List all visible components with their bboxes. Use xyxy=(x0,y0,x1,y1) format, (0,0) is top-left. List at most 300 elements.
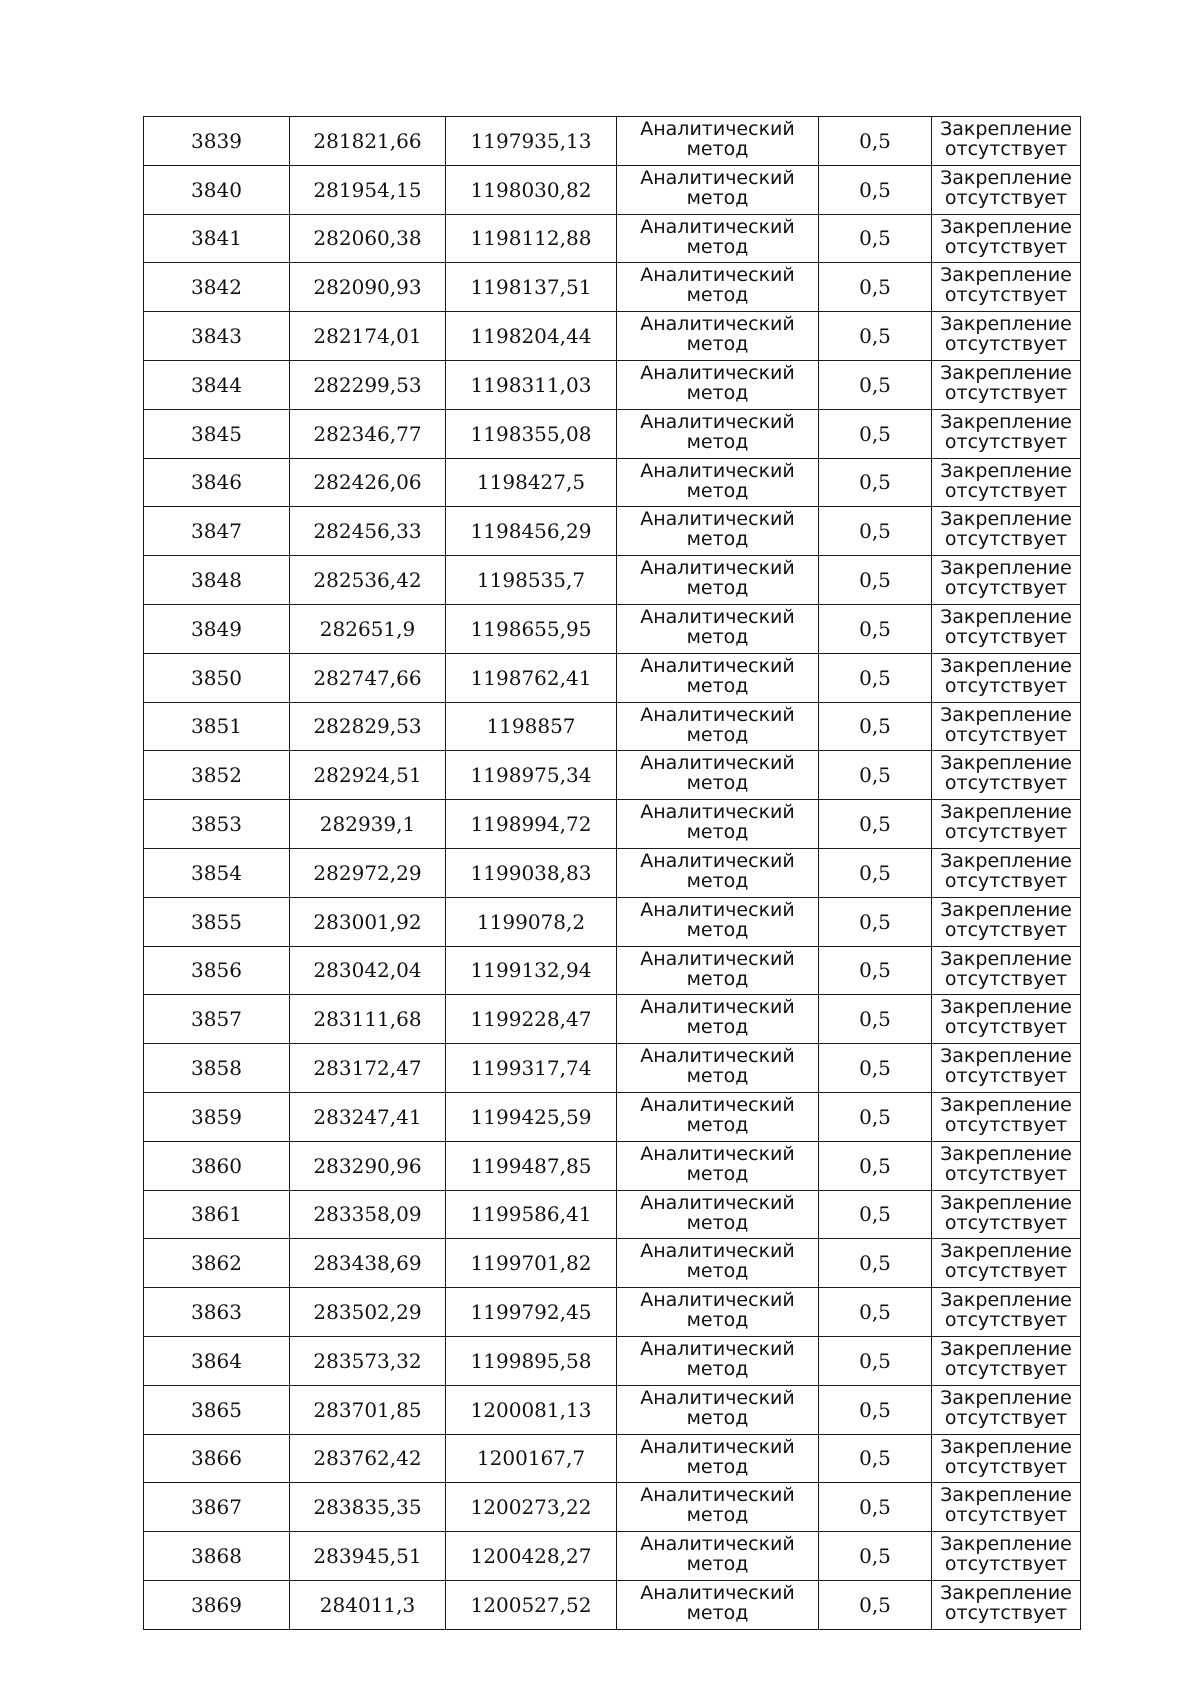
mark-description-cell xyxy=(932,751,1081,800)
method-text: Аналитический xyxy=(640,1093,795,1116)
method-text: Аналитический xyxy=(640,361,795,384)
mark-text: отсутствует xyxy=(944,918,1068,941)
mark-text: Закрепление xyxy=(940,996,1072,1019)
mark-text: отсутствует xyxy=(944,967,1068,990)
method-text: Аналитический xyxy=(640,1581,795,1604)
accuracy-cell: 0,5 xyxy=(819,1239,932,1288)
point-number-cell: 3856 xyxy=(144,946,290,995)
table-row xyxy=(144,1434,1081,1483)
mark-text: Закрепление xyxy=(940,1191,1072,1214)
x-coordinate-cell: 281821,66 xyxy=(290,117,446,166)
method-text: Аналитический xyxy=(640,166,795,189)
mark-text: отсутствует xyxy=(944,1113,1068,1136)
mark-description-cell xyxy=(932,653,1081,702)
method-text: метод xyxy=(686,479,749,502)
mark-text: Закрепление xyxy=(940,1533,1072,1556)
x-coordinate-cell: 282299,53 xyxy=(290,360,446,409)
mark-description-cell xyxy=(932,117,1081,166)
method-cell xyxy=(617,409,819,458)
x-coordinate-cell: 282456,33 xyxy=(290,507,446,556)
method-cell xyxy=(617,702,819,751)
table-row xyxy=(144,1044,1081,1093)
mark-description-cell xyxy=(932,848,1081,897)
mark-text: отсутствует xyxy=(944,1504,1068,1527)
mark-text: отсутствует xyxy=(944,1455,1068,1478)
x-coordinate-cell: 283247,41 xyxy=(290,1092,446,1141)
mark-text: Закрепление xyxy=(940,557,1072,580)
mark-text: отсутствует xyxy=(944,577,1068,600)
table-row xyxy=(144,458,1081,507)
mark-description-cell xyxy=(932,312,1081,361)
y-coordinate-cell: 1198994,72 xyxy=(446,800,617,849)
x-coordinate-cell: 283111,68 xyxy=(290,995,446,1044)
mark-text: Закрепление xyxy=(940,166,1072,189)
y-coordinate-cell: 1199701,82 xyxy=(446,1239,617,1288)
point-number-cell: 3849 xyxy=(144,604,290,653)
method-text: метод xyxy=(686,333,749,356)
mark-description-cell xyxy=(932,1483,1081,1532)
mark-description-cell xyxy=(932,556,1081,605)
x-coordinate-cell: 282174,01 xyxy=(290,312,446,361)
accuracy-cell: 0,5 xyxy=(819,800,932,849)
point-number-cell: 3859 xyxy=(144,1092,290,1141)
point-number-cell: 3866 xyxy=(144,1434,290,1483)
x-coordinate-cell: 282346,77 xyxy=(290,409,446,458)
method-text: метод xyxy=(686,1406,749,1429)
mark-text: Закрепление xyxy=(940,1093,1072,1116)
method-text: Аналитический xyxy=(640,1191,795,1214)
method-cell xyxy=(617,263,819,312)
point-number-cell: 3843 xyxy=(144,312,290,361)
method-cell xyxy=(617,1239,819,1288)
accuracy-cell: 0,5 xyxy=(819,1044,932,1093)
method-text: метод xyxy=(686,918,749,941)
mark-text: Закрепление xyxy=(940,1581,1072,1604)
mark-text: Закрепление xyxy=(940,459,1072,482)
mark-text: отсутствует xyxy=(944,284,1068,307)
point-number-cell: 3868 xyxy=(144,1532,290,1581)
table-row xyxy=(144,360,1081,409)
point-number-cell: 3860 xyxy=(144,1141,290,1190)
y-coordinate-cell: 1198857 xyxy=(446,702,617,751)
mark-description-cell xyxy=(932,1532,1081,1581)
point-number-cell: 3847 xyxy=(144,507,290,556)
method-cell xyxy=(617,458,819,507)
method-cell xyxy=(617,1190,819,1239)
y-coordinate-cell: 1198355,08 xyxy=(446,409,617,458)
mark-text: отсутствует xyxy=(944,1162,1068,1185)
method-cell xyxy=(617,897,819,946)
accuracy-cell: 0,5 xyxy=(819,1336,932,1385)
point-number-cell: 3865 xyxy=(144,1385,290,1434)
mark-text: Закрепление xyxy=(940,313,1072,336)
method-cell xyxy=(617,1044,819,1093)
mark-text: отсутствует xyxy=(944,1065,1068,1088)
mark-text: Закрепление xyxy=(940,801,1072,824)
x-coordinate-cell: 283502,29 xyxy=(290,1288,446,1337)
method-text: Аналитический xyxy=(640,1289,795,1312)
method-text: Аналитический xyxy=(640,313,795,336)
accuracy-cell: 0,5 xyxy=(819,1141,932,1190)
y-coordinate-cell: 1198204,44 xyxy=(446,312,617,361)
method-text: Аналитический xyxy=(640,410,795,433)
mark-text: отсутствует xyxy=(944,1601,1068,1624)
method-text: метод xyxy=(686,1113,749,1136)
method-cell xyxy=(617,1336,819,1385)
mark-text: Закрепление xyxy=(940,1240,1072,1263)
method-cell xyxy=(617,604,819,653)
mark-text: отсутствует xyxy=(944,1309,1068,1332)
method-cell xyxy=(617,312,819,361)
method-text: Аналитический xyxy=(640,1240,795,1263)
method-text: метод xyxy=(686,869,749,892)
method-text: метод xyxy=(686,186,749,209)
mark-description-cell xyxy=(932,458,1081,507)
method-cell xyxy=(617,1434,819,1483)
mark-text: Закрепление xyxy=(940,215,1072,238)
mark-description-cell xyxy=(932,1044,1081,1093)
mark-text: отсутствует xyxy=(944,333,1068,356)
table-row xyxy=(144,897,1081,946)
point-number-cell: 3855 xyxy=(144,897,290,946)
mark-text: отсутствует xyxy=(944,1357,1068,1380)
y-coordinate-cell: 1198456,29 xyxy=(446,507,617,556)
mark-description-cell xyxy=(932,1288,1081,1337)
y-coordinate-cell: 1200167,7 xyxy=(446,1434,617,1483)
y-coordinate-cell: 1199038,83 xyxy=(446,848,617,897)
y-coordinate-cell: 1199132,94 xyxy=(446,946,617,995)
accuracy-cell: 0,5 xyxy=(819,848,932,897)
x-coordinate-cell: 284011,3 xyxy=(290,1580,446,1629)
mark-text: Закрепление xyxy=(940,264,1072,287)
method-text: метод xyxy=(686,528,749,551)
accuracy-cell: 0,5 xyxy=(819,946,932,995)
mark-text: Закрепление xyxy=(940,752,1072,775)
method-text: метод xyxy=(686,1455,749,1478)
table-row xyxy=(144,1190,1081,1239)
y-coordinate-cell: 1199317,74 xyxy=(446,1044,617,1093)
accuracy-cell: 0,5 xyxy=(819,214,932,263)
method-text: метод xyxy=(686,625,749,648)
point-number-cell: 3848 xyxy=(144,556,290,605)
method-cell xyxy=(617,751,819,800)
y-coordinate-cell: 1198137,51 xyxy=(446,263,617,312)
table-row xyxy=(144,995,1081,1044)
method-cell xyxy=(617,1532,819,1581)
y-coordinate-cell: 1198427,5 xyxy=(446,458,617,507)
table-row xyxy=(144,848,1081,897)
mark-text: Закрепление xyxy=(940,410,1072,433)
method-text: метод xyxy=(686,1309,749,1332)
y-coordinate-cell: 1199586,41 xyxy=(446,1190,617,1239)
method-text: Аналитический xyxy=(640,996,795,1019)
method-text: метод xyxy=(686,674,749,697)
mark-text: отсутствует xyxy=(944,138,1068,160)
y-coordinate-cell: 1197935,13 xyxy=(446,117,617,166)
table-row xyxy=(144,556,1081,605)
method-cell xyxy=(617,800,819,849)
table-row xyxy=(144,507,1081,556)
method-text: метод xyxy=(686,1504,749,1527)
y-coordinate-cell: 1200527,52 xyxy=(446,1580,617,1629)
point-number-cell: 3851 xyxy=(144,702,290,751)
method-text: Аналитический xyxy=(640,459,795,482)
method-text: метод xyxy=(686,1260,749,1283)
mark-text: Закрепление xyxy=(940,1337,1072,1360)
x-coordinate-cell: 282090,93 xyxy=(290,263,446,312)
mark-text: отсутствует xyxy=(944,869,1068,892)
mark-description-cell xyxy=(932,897,1081,946)
method-text: Аналитический xyxy=(640,703,795,726)
y-coordinate-cell: 1199895,58 xyxy=(446,1336,617,1385)
y-coordinate-cell: 1199425,59 xyxy=(446,1092,617,1141)
method-cell xyxy=(617,1092,819,1141)
method-text: Аналитический xyxy=(640,947,795,970)
accuracy-cell: 0,5 xyxy=(819,458,932,507)
mark-text: Закрепление xyxy=(940,605,1072,628)
mark-description-cell xyxy=(932,1190,1081,1239)
y-coordinate-cell: 1200273,22 xyxy=(446,1483,617,1532)
x-coordinate-cell: 282747,66 xyxy=(290,653,446,702)
mark-text: Закрепление xyxy=(940,1435,1072,1458)
x-coordinate-cell: 283573,32 xyxy=(290,1336,446,1385)
mark-text: Закрепление xyxy=(940,898,1072,921)
mark-text: отсутствует xyxy=(944,772,1068,795)
method-cell xyxy=(617,1580,819,1629)
method-text: Аналитический xyxy=(640,752,795,775)
point-number-cell: 3844 xyxy=(144,360,290,409)
point-number-cell: 3853 xyxy=(144,800,290,849)
table-row xyxy=(144,751,1081,800)
mark-text: Закрепление xyxy=(940,1484,1072,1507)
mark-description-cell xyxy=(932,1336,1081,1385)
accuracy-cell: 0,5 xyxy=(819,995,932,1044)
accuracy-cell: 0,5 xyxy=(819,556,932,605)
accuracy-cell: 0,5 xyxy=(819,897,932,946)
point-number-cell: 3864 xyxy=(144,1336,290,1385)
table-row xyxy=(144,1288,1081,1337)
method-cell xyxy=(617,1288,819,1337)
mark-text: отсутствует xyxy=(944,1553,1068,1576)
method-cell xyxy=(617,1385,819,1434)
mark-text: отсутствует xyxy=(944,1211,1068,1234)
method-cell xyxy=(617,165,819,214)
mark-text: отсутствует xyxy=(944,821,1068,844)
method-cell xyxy=(617,507,819,556)
method-text: Аналитический xyxy=(640,849,795,872)
x-coordinate-cell: 283042,04 xyxy=(290,946,446,995)
accuracy-cell: 0,5 xyxy=(819,1434,932,1483)
table-row xyxy=(144,1532,1081,1581)
method-text: метод xyxy=(686,1065,749,1088)
y-coordinate-cell: 1200428,27 xyxy=(446,1532,617,1581)
mark-description-cell xyxy=(932,165,1081,214)
y-coordinate-cell: 1199792,45 xyxy=(446,1288,617,1337)
y-coordinate-cell: 1198535,7 xyxy=(446,556,617,605)
accuracy-cell: 0,5 xyxy=(819,1385,932,1434)
method-text: Аналитический xyxy=(640,215,795,238)
method-text: Аналитический xyxy=(640,508,795,531)
table-row xyxy=(144,946,1081,995)
method-cell xyxy=(617,556,819,605)
accuracy-cell: 0,5 xyxy=(819,165,932,214)
x-coordinate-cell: 283001,92 xyxy=(290,897,446,946)
point-number-cell: 3839 xyxy=(144,117,290,166)
mark-text: Закрепление xyxy=(940,849,1072,872)
method-text: метод xyxy=(686,1553,749,1576)
mark-description-cell xyxy=(932,800,1081,849)
accuracy-cell: 0,5 xyxy=(819,653,932,702)
point-number-cell: 3841 xyxy=(144,214,290,263)
mark-text: Закрепление xyxy=(940,361,1072,384)
table-row xyxy=(144,1336,1081,1385)
x-coordinate-cell: 283701,85 xyxy=(290,1385,446,1434)
method-text: Аналитический xyxy=(640,557,795,580)
x-coordinate-cell: 282972,29 xyxy=(290,848,446,897)
y-coordinate-cell: 1198030,82 xyxy=(446,165,617,214)
method-text: метод xyxy=(686,1357,749,1380)
point-number-cell: 3858 xyxy=(144,1044,290,1093)
accuracy-cell: 0,5 xyxy=(819,263,932,312)
method-text: метод xyxy=(686,577,749,600)
point-number-cell: 3854 xyxy=(144,848,290,897)
mark-text: отсутствует xyxy=(944,381,1068,404)
accuracy-cell: 0,5 xyxy=(819,751,932,800)
mark-description-cell xyxy=(932,1239,1081,1288)
table-row xyxy=(144,653,1081,702)
coordinates-table xyxy=(143,116,1081,1630)
point-number-cell: 3845 xyxy=(144,409,290,458)
mark-text: Закрепление xyxy=(940,118,1072,140)
point-number-cell: 3869 xyxy=(144,1580,290,1629)
point-number-cell: 3840 xyxy=(144,165,290,214)
mark-description-cell xyxy=(932,263,1081,312)
method-cell xyxy=(617,1483,819,1532)
table-row xyxy=(144,1239,1081,1288)
mark-description-cell xyxy=(932,946,1081,995)
mark-description-cell xyxy=(932,1385,1081,1434)
mark-text: Закрепление xyxy=(940,1386,1072,1409)
x-coordinate-cell: 282651,9 xyxy=(290,604,446,653)
x-coordinate-cell: 281954,15 xyxy=(290,165,446,214)
mark-text: отсутствует xyxy=(944,186,1068,209)
table-row xyxy=(144,1141,1081,1190)
point-number-cell: 3842 xyxy=(144,263,290,312)
method-cell xyxy=(617,995,819,1044)
method-text: Аналитический xyxy=(640,654,795,677)
table-row xyxy=(144,214,1081,263)
method-text: Аналитический xyxy=(640,1386,795,1409)
accuracy-cell: 0,5 xyxy=(819,507,932,556)
mark-text: Закрепление xyxy=(940,703,1072,726)
accuracy-cell: 0,5 xyxy=(819,312,932,361)
table-row xyxy=(144,117,1081,166)
method-cell xyxy=(617,360,819,409)
point-number-cell: 3862 xyxy=(144,1239,290,1288)
accuracy-cell: 0,5 xyxy=(819,1092,932,1141)
x-coordinate-cell: 282829,53 xyxy=(290,702,446,751)
method-text: Аналитический xyxy=(640,118,795,140)
x-coordinate-cell: 283438,69 xyxy=(290,1239,446,1288)
method-text: Аналитический xyxy=(640,264,795,287)
mark-description-cell xyxy=(932,604,1081,653)
method-text: Аналитический xyxy=(640,1484,795,1507)
table-row xyxy=(144,1483,1081,1532)
mark-text: Закрепление xyxy=(940,1045,1072,1068)
point-number-cell: 3857 xyxy=(144,995,290,1044)
method-cell xyxy=(617,653,819,702)
method-text: Аналитический xyxy=(640,801,795,824)
y-coordinate-cell: 1198975,34 xyxy=(446,751,617,800)
mark-text: отсутствует xyxy=(944,625,1068,648)
method-text: Аналитический xyxy=(640,1533,795,1556)
method-cell xyxy=(617,946,819,995)
table-row xyxy=(144,409,1081,458)
x-coordinate-cell: 283835,35 xyxy=(290,1483,446,1532)
method-text: Аналитический xyxy=(640,1337,795,1360)
mark-text: отсутствует xyxy=(944,479,1068,502)
method-text: метод xyxy=(686,1211,749,1234)
method-text: метод xyxy=(686,1162,749,1185)
y-coordinate-cell: 1198762,41 xyxy=(446,653,617,702)
x-coordinate-cell: 283945,51 xyxy=(290,1532,446,1581)
table-row xyxy=(144,165,1081,214)
table-row xyxy=(144,702,1081,751)
mark-description-cell xyxy=(932,507,1081,556)
method-text: Аналитический xyxy=(640,898,795,921)
table-row xyxy=(144,312,1081,361)
table-row xyxy=(144,263,1081,312)
x-coordinate-cell: 282536,42 xyxy=(290,556,446,605)
x-coordinate-cell: 282924,51 xyxy=(290,751,446,800)
mark-text: Закрепление xyxy=(940,947,1072,970)
mark-description-cell xyxy=(932,214,1081,263)
y-coordinate-cell: 1200081,13 xyxy=(446,1385,617,1434)
accuracy-cell: 0,5 xyxy=(819,1532,932,1581)
method-cell xyxy=(617,214,819,263)
point-number-cell: 3867 xyxy=(144,1483,290,1532)
method-text: Аналитический xyxy=(640,605,795,628)
method-text: метод xyxy=(686,430,749,453)
method-text: метод xyxy=(686,381,749,404)
y-coordinate-cell: 1199487,85 xyxy=(446,1141,617,1190)
accuracy-cell: 0,5 xyxy=(819,604,932,653)
y-coordinate-cell: 1198311,03 xyxy=(446,360,617,409)
mark-text: отсутствует xyxy=(944,1016,1068,1039)
accuracy-cell: 0,5 xyxy=(819,702,932,751)
x-coordinate-cell: 283358,09 xyxy=(290,1190,446,1239)
point-number-cell: 3861 xyxy=(144,1190,290,1239)
y-coordinate-cell: 1198112,88 xyxy=(446,214,617,263)
y-coordinate-cell: 1199078,2 xyxy=(446,897,617,946)
accuracy-cell: 0,5 xyxy=(819,117,932,166)
mark-text: отсутствует xyxy=(944,674,1068,697)
mark-text: отсутствует xyxy=(944,235,1068,258)
table-row xyxy=(144,1092,1081,1141)
method-text: метод xyxy=(686,821,749,844)
accuracy-cell: 0,5 xyxy=(819,409,932,458)
table-row xyxy=(144,1580,1081,1629)
mark-description-cell xyxy=(932,360,1081,409)
accuracy-cell: 0,5 xyxy=(819,1483,932,1532)
mark-text: Закрепление xyxy=(940,654,1072,677)
mark-text: отсутствует xyxy=(944,528,1068,551)
method-text: метод xyxy=(686,723,749,746)
method-text: метод xyxy=(686,967,749,990)
point-number-cell: 3863 xyxy=(144,1288,290,1337)
mark-text: отсутствует xyxy=(944,430,1068,453)
mark-description-cell xyxy=(932,1434,1081,1483)
